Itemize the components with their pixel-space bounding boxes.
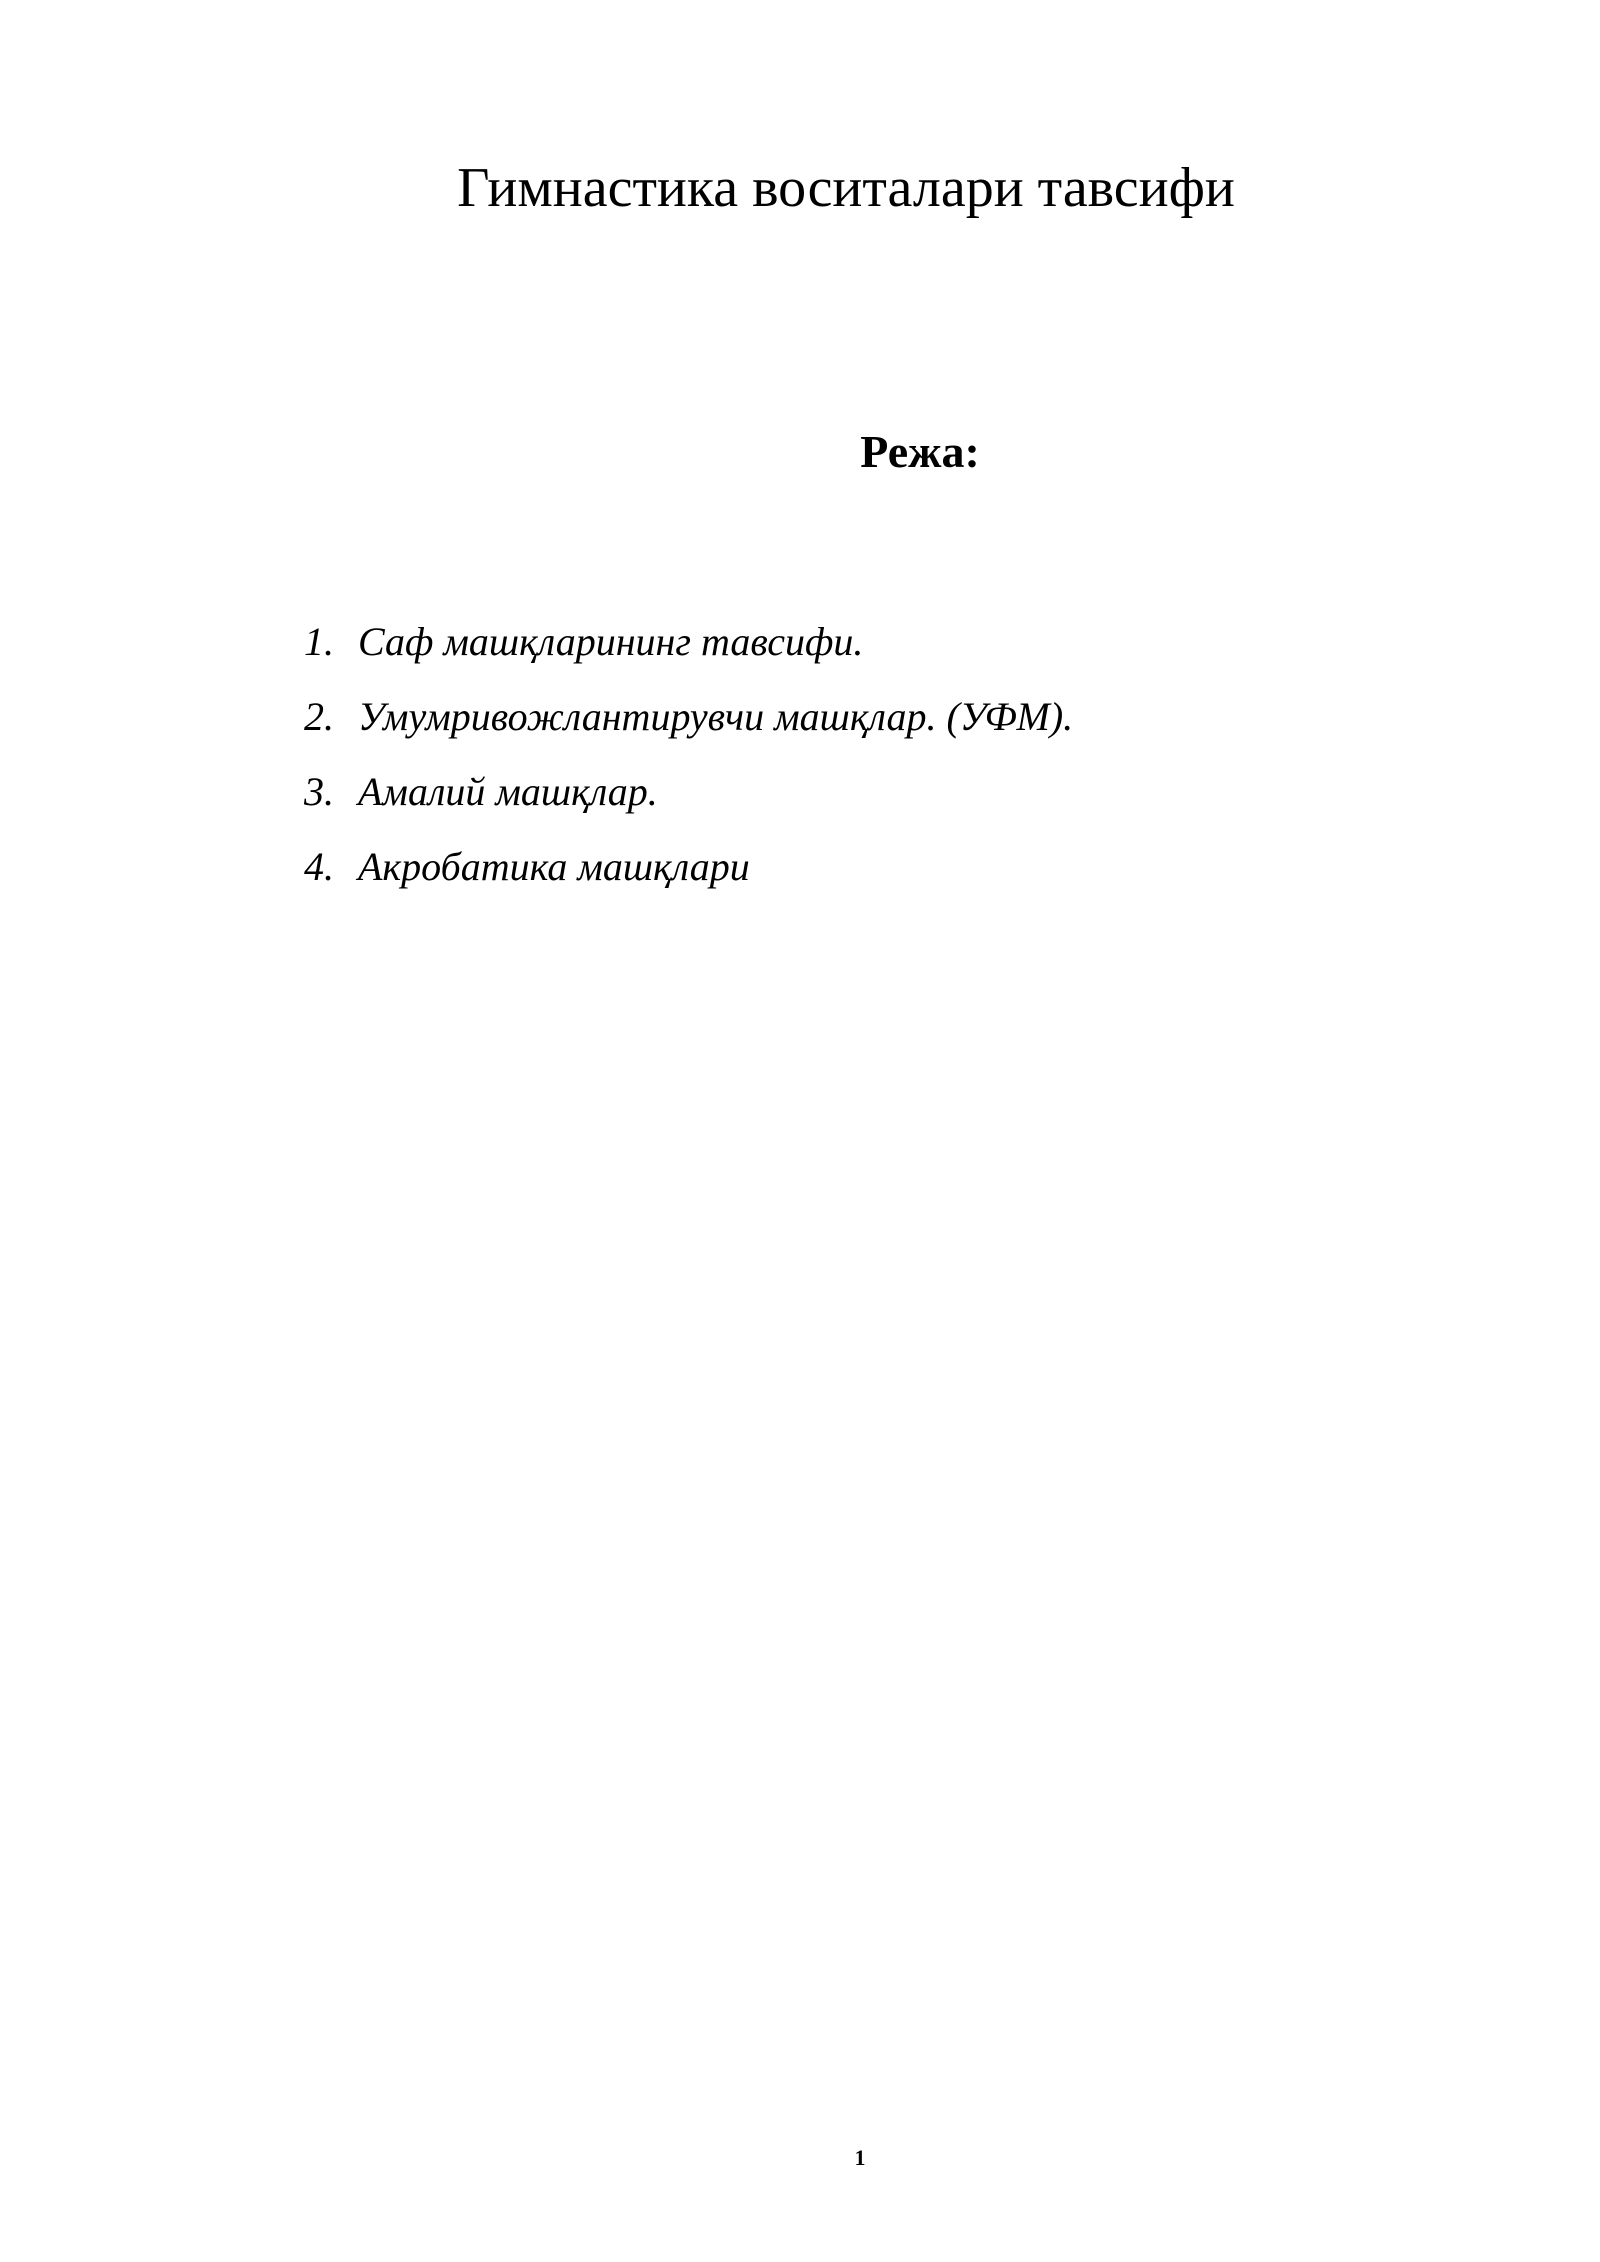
plan-item-4	[304, 839, 1073, 914]
plan-list	[304, 614, 1073, 914]
document-title: Гимнастика воситалари тавсифи	[457, 157, 1235, 219]
plan-item-2	[304, 689, 1073, 764]
page-number: 1	[854, 2145, 866, 2170]
plan-item-number: 3.	[304, 769, 334, 814]
plan-item-3	[304, 764, 1073, 839]
plan-item-text: Амалий машқлар.	[358, 769, 658, 814]
plan-item-number: 1.	[304, 619, 334, 664]
plan-item-text: Умумривожлантирувчи машқлар. (УФМ).	[358, 694, 1074, 739]
plan-item-1	[304, 614, 1073, 689]
plan-item-text: Саф машқларининг тавсифи.	[358, 619, 864, 664]
plan-item-number: 2.	[304, 694, 334, 739]
plan-item-number: 4.	[304, 844, 334, 889]
plan-item-text: Акробатика машқлари	[358, 844, 750, 889]
plan-heading: Режа:	[860, 426, 980, 477]
